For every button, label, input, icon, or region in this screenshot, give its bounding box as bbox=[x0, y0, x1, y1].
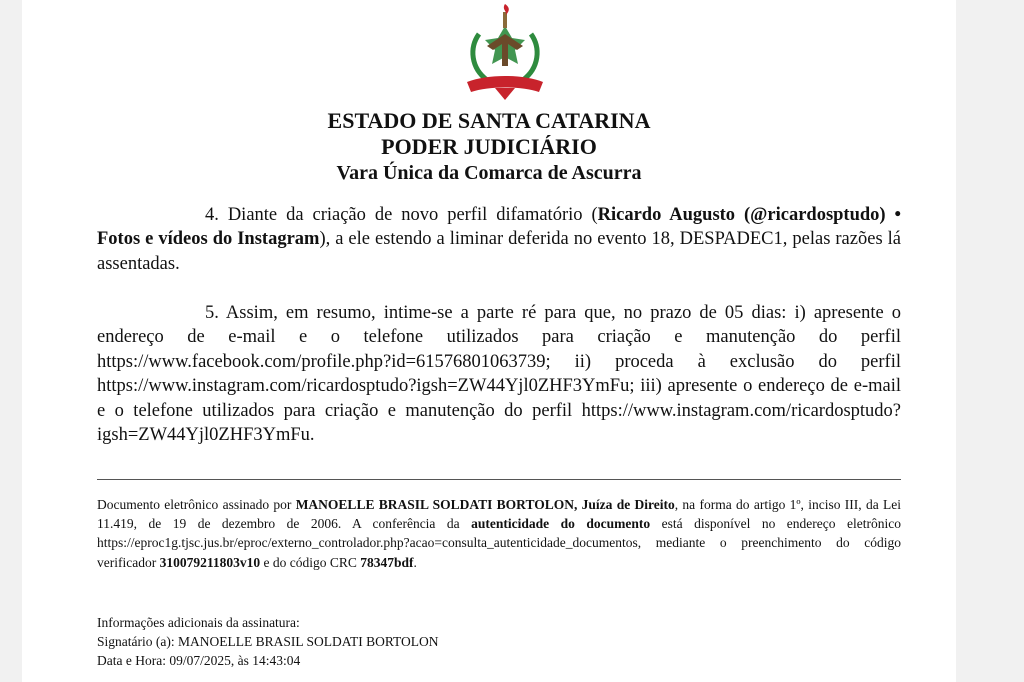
signature-text-2: , na forma do artigo 1º, inciso III, da Lei 11.419, de 19 de dezembro de 2006. A conferência da bbox=[97, 497, 902, 532]
verifier-code: 310079211803v10 bbox=[159, 554, 261, 570]
paragraph-5-text: 5. Assim, em resumo, intime-se a parte ré para que, no prazo de 05 dias: i) apresente o endereço de e-mail e o telefone utilizados para criação e manutenção do perfil https://www.facebook.com/profile.php?id=61576801063739; ii) proceda à exclusão do perfil https://www.instagram.com/ricardosptudo?igsh=ZW44Yjl0ZHF3YmFu; iii) apresente o endereço de e-mail e o telefone utilizados para criação e manutenção do perfil https://www.instagram.com/ricardosptudo?igsh=ZW44Yjl0ZHF3YmFu. bbox=[97, 303, 901, 446]
signatory-line: Signatário (a): MANOELLE BRASIL SOLDATI BORTOLON bbox=[97, 634, 439, 650]
paragraph-5 bbox=[97, 301, 901, 447]
additional-info-title: Informações adicionais da assinatura: bbox=[97, 615, 300, 630]
paragraph-4 bbox=[97, 203, 901, 276]
crc-code: 78347bdf bbox=[360, 554, 414, 570]
signature-text-5: . bbox=[413, 554, 417, 570]
profile-name-bold: Ricardo Augusto (@ricardosptudo) • Fotos e vídeos do Instagram bbox=[97, 205, 902, 250]
signature-text-4: e do código CRC bbox=[260, 554, 361, 570]
signer-name: MANOELLE BRASIL SOLDATI BORTOLON, Juíza de Direito bbox=[295, 497, 675, 512]
document-header bbox=[22, 108, 956, 186]
coat-of-arms-icon bbox=[457, 4, 553, 104]
authenticity-label: autenticidade do documento bbox=[471, 516, 651, 532]
court-name: Vara Única da Comarca de Ascurra bbox=[336, 162, 642, 184]
paragraph-4-text-start: 4. Diante da criação de novo perfil difamatório ( bbox=[205, 205, 598, 225]
state-title: ESTADO DE SANTA CATARINA bbox=[327, 108, 651, 133]
signature-text-3: está disponível no endereço eletrônico https://eproc1g.tjsc.jus.br/eproc/externo_controlador.php?acao=consulta_autenticidade_documentos, mediante o preenchimento do código verificador bbox=[97, 516, 901, 570]
signature-text-1: Documento eletrônico assinado por bbox=[97, 497, 296, 512]
additional-info bbox=[97, 613, 697, 671]
paragraph-4-text-end: ), a ele estendo a liminar deferida no evento 18, DESPADEC1, pelas razões lá assentadas. bbox=[97, 229, 901, 274]
document-page bbox=[22, 0, 956, 682]
datetime-line: Data e Hora: 09/07/2025, às 14:43:04 bbox=[97, 653, 301, 669]
judiciary-title: PODER JUDICIÁRIO bbox=[381, 134, 597, 159]
divider bbox=[97, 479, 901, 480]
signature-block bbox=[97, 495, 901, 572]
